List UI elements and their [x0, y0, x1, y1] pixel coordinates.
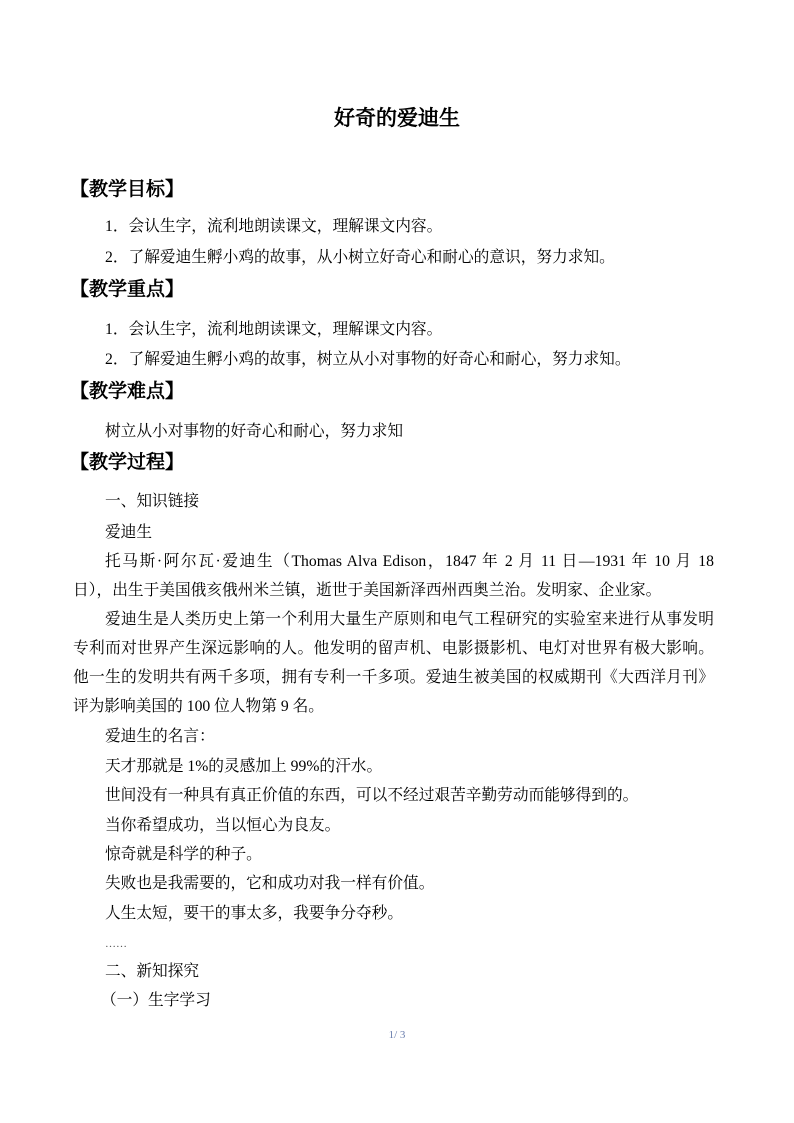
achievement-line: 评为影响美国的 100 位人物第 9 名。 — [73, 698, 324, 715]
achievement-line: 爱迪生是人类历史上第一个利用大量生产原则和电气工程研究的实验室来进行从事发明 — [105, 611, 714, 628]
part2-subsection: （一）生字学习 — [101, 992, 211, 1009]
achievement-line: 他一生的发明共有两千多项，拥有专利一千多项。爱迪生被美国的权威期刊《大西洋月刊》 — [73, 669, 714, 686]
page-number: 1/ 3 — [388, 1029, 406, 1041]
ellipsis: …… — [105, 938, 127, 950]
key-point-item: 2．了解爱迪生孵小鸡的故事，树立从小对事物的好奇心和耐心，努力求知。 — [105, 351, 631, 368]
key-point-item: 1．会认生字，流利地朗读课文，理解课文内容。 — [105, 321, 443, 338]
objective-item: 1．会认生字，流利地朗读课文，理解课文内容。 — [105, 218, 443, 235]
achievement-line: 专利而对世界产生深远影响的人。他发明的留声机、电影摄影机、电灯对世界有极大影响。 — [73, 640, 714, 657]
bio-line: 托马斯·阿尔瓦·爱迪生（Thomas Alva Edison，1847 年 2 月 11 日—1931 年 10 月 18 — [105, 553, 714, 570]
quote-item: 人生太短，要干的事太多，我要争分夺秒。 — [105, 905, 404, 922]
quote-item: 世间没有一种具有真正价值的东西，可以不经过艰苦辛勤劳动而能够得到的。 — [105, 787, 639, 804]
objective-item: 2．了解爱迪生孵小鸡的故事，从小树立好奇心和耐心的意识，努力求知。 — [105, 249, 615, 266]
difficulty-text: 树立从小对事物的好奇心和耐心，努力求知 — [105, 423, 404, 440]
quote-item: 天才那就是 1%的灵感加上 99%的汗水。 — [105, 758, 383, 775]
part2-heading: 二、新知探究 — [105, 963, 200, 980]
page-title: 好奇的爱迪生 — [334, 106, 460, 130]
bio-line: 日），出生于美国俄亥俄州米兰镇，逝世于美国新泽西州西奥兰治。发明家、企业家。 — [73, 582, 662, 599]
section-heading-process: 【教学过程】 — [70, 452, 185, 473]
section-heading-objectives: 【教学目标】 — [70, 179, 185, 200]
quote-item: 失败也是我需要的，它和成功对我一样有价值。 — [105, 875, 435, 892]
quote-item: 惊奇就是科学的种子。 — [105, 846, 262, 863]
quotes-heading: 爱迪生的名言： — [105, 728, 215, 745]
section-heading-key-points: 【教学重点】 — [70, 279, 185, 300]
section-heading-difficulties: 【教学难点】 — [70, 381, 185, 402]
quote-item: 当你希望成功，当以恒心为良友。 — [105, 817, 341, 834]
part1-subheading: 爱迪生 — [105, 524, 153, 541]
part1-heading: 一、知识链接 — [105, 493, 200, 510]
